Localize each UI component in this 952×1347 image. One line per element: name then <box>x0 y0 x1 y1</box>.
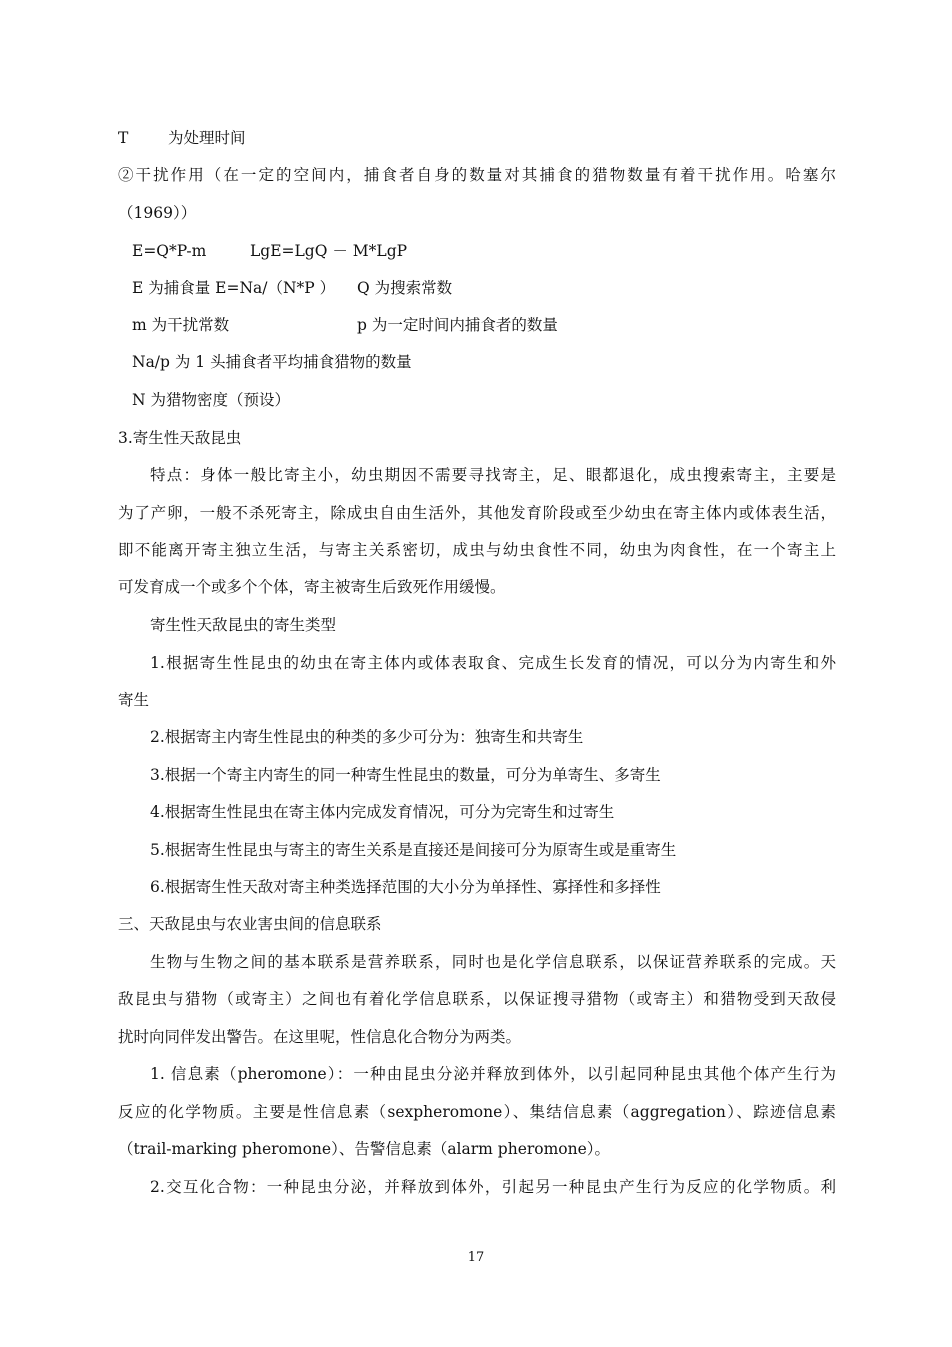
type-2: 2.根据寄主内寄生性昆虫的种类的多少可分为：独寄生和共寄生 <box>150 728 584 746</box>
page-number: 17 <box>467 1250 485 1265</box>
features-line-2: 为了产卵，一般不杀死寄主，除成虫自由生活外，其他发育阶段或至少幼虫在寄主体内或体表生活， <box>118 504 836 522</box>
pheromone-line-3: （trail-marking pheromone）、告警信息素（alarm pheromone）。 <box>118 1140 611 1158</box>
section-3-heading: 3.寄生性天敌昆虫 <box>118 429 242 447</box>
type-1-line-1: 1.根据寄生性昆虫的幼虫在寄主体内或体表取食、完成生长发育的情况，可以分为内寄生和外 <box>150 654 836 672</box>
n-definition: N 为猎物密度（预设） <box>132 391 290 409</box>
nap-definition: Na/p 为 1 头捕食者平均捕食猎物的数量 <box>132 353 412 371</box>
features-line-4: 可发育成一个或多个个体，寄主被寄生后致死作用缓慢。 <box>118 578 506 596</box>
formula-e: E=Q*P-m <box>132 242 207 260</box>
features-line-3: 即不能离开寄主独立生活，与寄主关系密切，成虫与幼虫食性不同，幼虫为肉食性，在一个寄主上 <box>118 541 836 559</box>
type-1-line-2: 寄生 <box>118 691 150 709</box>
formula-lg: LgE=LgQ － M*LgP <box>250 242 408 260</box>
type-5: 5.根据寄生性昆虫与寄主的寄生关系是直接还是间接可分为原寄生或是重寄生 <box>150 841 677 859</box>
p-definition: p 为一定时间内捕食者的数量 <box>357 316 558 334</box>
info-paragraph-line-3: 扰时向同伴发出警告。在这里呢，性信息化合物分为两类。 <box>118 1028 522 1046</box>
e-definition: E 为捕食量 E=Na/（N*P ） <box>132 279 336 297</box>
features-line-1: 特点：身体一般比寄主小，幼虫期因不需要寻找寄主，足、眼都退化，成虫搜索寄主，主要是 <box>150 466 836 484</box>
type-4: 4.根据寄生性昆虫在寄主体内完成发育情况，可分为完寄生和过寄生 <box>150 803 615 821</box>
interference-line-1: ②干扰作用（在一定的空间内，捕食者自身的数量对其捕食的猎物数量有着干扰作用。哈塞尔 <box>118 166 836 184</box>
pheromone-line-2: 反应的化学物质。主要是性信息素（sexpheromone）、集结信息素（aggregation）、踪迹信息素 <box>118 1103 836 1121</box>
type-3: 3.根据一个寄主内寄生的同一种寄生性昆虫的数量，可分为单寄生、多寄生 <box>150 766 661 784</box>
info-paragraph-line-1: 生物与生物之间的基本联系是营养联系，同时也是化学信息联系，以保证营养联系的完成。天 <box>150 953 836 971</box>
section-three-heading: 三、天敌昆虫与农业害虫间的信息联系 <box>118 915 382 933</box>
pheromone-line-1: 1. 信息素（pheromone）：一种由昆虫分泌并释放到体外，以引起同种昆虫其他个体产生行为 <box>150 1065 836 1083</box>
q-definition: Q 为搜索常数 <box>357 279 453 297</box>
type-6: 6.根据寄生性天敌对寄主种类选择范围的大小分为单择性、寡择性和多择性 <box>150 878 661 896</box>
m-definition: m 为干扰常数 <box>132 316 230 334</box>
info-paragraph-line-2: 敌昆虫与猎物（或寄主）之间也有着化学信息联系，以保证搜寻猎物（或寄主）和猎物受到天敌侵 <box>118 990 836 1008</box>
handling-time-text: 为处理时间 <box>168 129 246 147</box>
parasitism-types-heading: 寄生性天敌昆虫的寄生类型 <box>150 616 337 634</box>
interference-line-2: （1969）） <box>118 204 197 222</box>
allelochemical-line-1: 2.交互化合物：一种昆虫分泌，并释放到体外，引起另一种昆虫产生行为反应的化学物质。利 <box>150 1178 836 1196</box>
symbol-t: T <box>118 129 129 147</box>
